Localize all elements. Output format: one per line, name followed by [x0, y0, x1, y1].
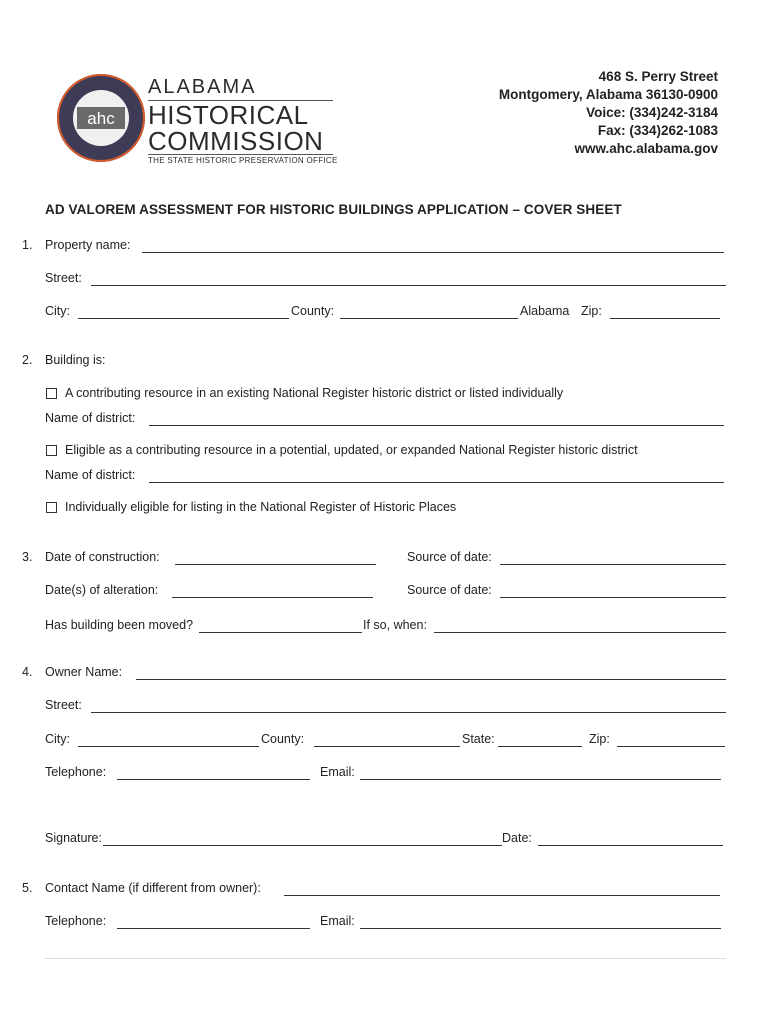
contact-telephone-label: Telephone:: [45, 914, 107, 928]
owner-street-field[interactable]: [91, 712, 726, 713]
owner-county-field[interactable]: [314, 746, 460, 747]
eligible-contributing-label: Eligible as a contributing resource in a potential, updated, or expanded National Register historic district: [65, 443, 638, 457]
source-date-label-1: Source of date:: [407, 550, 492, 564]
contact-email-label: Email:: [320, 914, 355, 928]
city-field[interactable]: [78, 318, 289, 319]
county-label: County:: [291, 304, 335, 318]
contact-email-field[interactable]: [360, 928, 721, 929]
contact-telephone-field[interactable]: [117, 928, 310, 929]
footer-divider: [44, 958, 726, 959]
zip-label: Zip:: [581, 304, 602, 318]
page-title: AD VALOREM ASSESSMENT FOR HISTORIC BUILDINGS APPLICATION – COVER SHEET: [45, 202, 622, 217]
owner-telephone-label: Telephone:: [45, 765, 107, 779]
logo-line-commission: COMMISSION: [148, 126, 324, 156]
owner-telephone-field[interactable]: [117, 779, 310, 780]
logo-line-historical: HISTORICAL: [148, 100, 309, 130]
logo-tagline: THE STATE HISTORIC PRESERVATION OFFICE: [148, 156, 338, 165]
signature-field[interactable]: [103, 845, 502, 846]
address-street: 468 S. Perry Street: [598, 69, 718, 84]
ahc-seal-icon: [55, 72, 147, 164]
individually-eligible-checkbox[interactable]: [46, 502, 57, 513]
city-label: City:: [45, 304, 70, 318]
district-name-label-1: Name of district:: [45, 411, 136, 425]
construction-date-field[interactable]: [175, 564, 376, 565]
moved-when-label: If so, when:: [363, 618, 427, 632]
section-2-number: 2.: [22, 353, 33, 367]
owner-city-field[interactable]: [78, 746, 259, 747]
address-fax: Fax: (334)262-1083: [597, 123, 718, 138]
address-web: www.ahc.alabama.gov: [574, 141, 718, 156]
building-is-label: Building is:: [45, 353, 106, 367]
owner-state-field[interactable]: [498, 746, 582, 747]
owner-state-label: State:: [462, 732, 495, 746]
signature-date-field[interactable]: [538, 845, 723, 846]
zip-field[interactable]: [610, 318, 720, 319]
construction-date-label: Date of construction:: [45, 550, 160, 564]
contributing-existing-checkbox[interactable]: [46, 388, 57, 399]
owner-street-label: Street:: [45, 698, 82, 712]
county-field[interactable]: [340, 318, 518, 319]
owner-email-label: Email:: [320, 765, 355, 779]
eligible-contributing-checkbox[interactable]: [46, 445, 57, 456]
owner-zip-field[interactable]: [617, 746, 725, 747]
source-date-field-2[interactable]: [500, 597, 726, 598]
owner-email-field[interactable]: [360, 779, 721, 780]
owner-zip-label: Zip:: [589, 732, 610, 746]
moved-label: Has building been moved?: [45, 618, 194, 632]
alteration-date-label: Date(s) of alteration:: [45, 583, 159, 597]
moved-field[interactable]: [199, 632, 362, 633]
owner-city-label: City:: [45, 732, 70, 746]
street-field[interactable]: [91, 285, 726, 286]
contact-name-field[interactable]: [284, 895, 720, 896]
svg-text:ahc: ahc: [87, 109, 115, 128]
property-name-label: Property name:: [45, 238, 131, 252]
district-name-label-2: Name of district:: [45, 468, 136, 482]
signature-date-label: Date:: [502, 831, 532, 845]
district-name-field-1[interactable]: [149, 425, 724, 426]
owner-name-label: Owner Name:: [45, 665, 123, 679]
owner-name-field[interactable]: [136, 679, 726, 680]
contributing-existing-label: A contributing resource in an existing National Register historic district or listed individually: [65, 386, 564, 400]
ahc-logo: [55, 72, 345, 172]
address-city: Montgomery, Alabama 36130-0900: [498, 87, 718, 102]
section-5-number: 5.: [22, 881, 33, 895]
moved-when-field[interactable]: [434, 632, 726, 633]
source-date-label-2: Source of date:: [407, 583, 492, 597]
owner-county-label: County:: [261, 732, 305, 746]
property-name-field[interactable]: [142, 252, 724, 253]
signature-label: Signature:: [45, 831, 102, 845]
source-date-field-1[interactable]: [500, 564, 726, 565]
state-value: Alabama: [520, 304, 570, 318]
section-1-number: 1.: [22, 238, 33, 252]
street-label: Street:: [45, 271, 82, 285]
address-voice: Voice: (334)242-3184: [586, 105, 718, 120]
section-4-number: 4.: [22, 665, 33, 679]
contact-name-label: Contact Name (if different from owner):: [45, 881, 261, 895]
alteration-date-field[interactable]: [172, 597, 373, 598]
individually-eligible-label: Individually eligible for listing in the National Register of Historic Places: [65, 500, 457, 514]
district-name-field-2[interactable]: [149, 482, 724, 483]
section-3-number: 3.: [22, 550, 33, 564]
logo-line-alabama: ALABAMA: [148, 76, 257, 98]
